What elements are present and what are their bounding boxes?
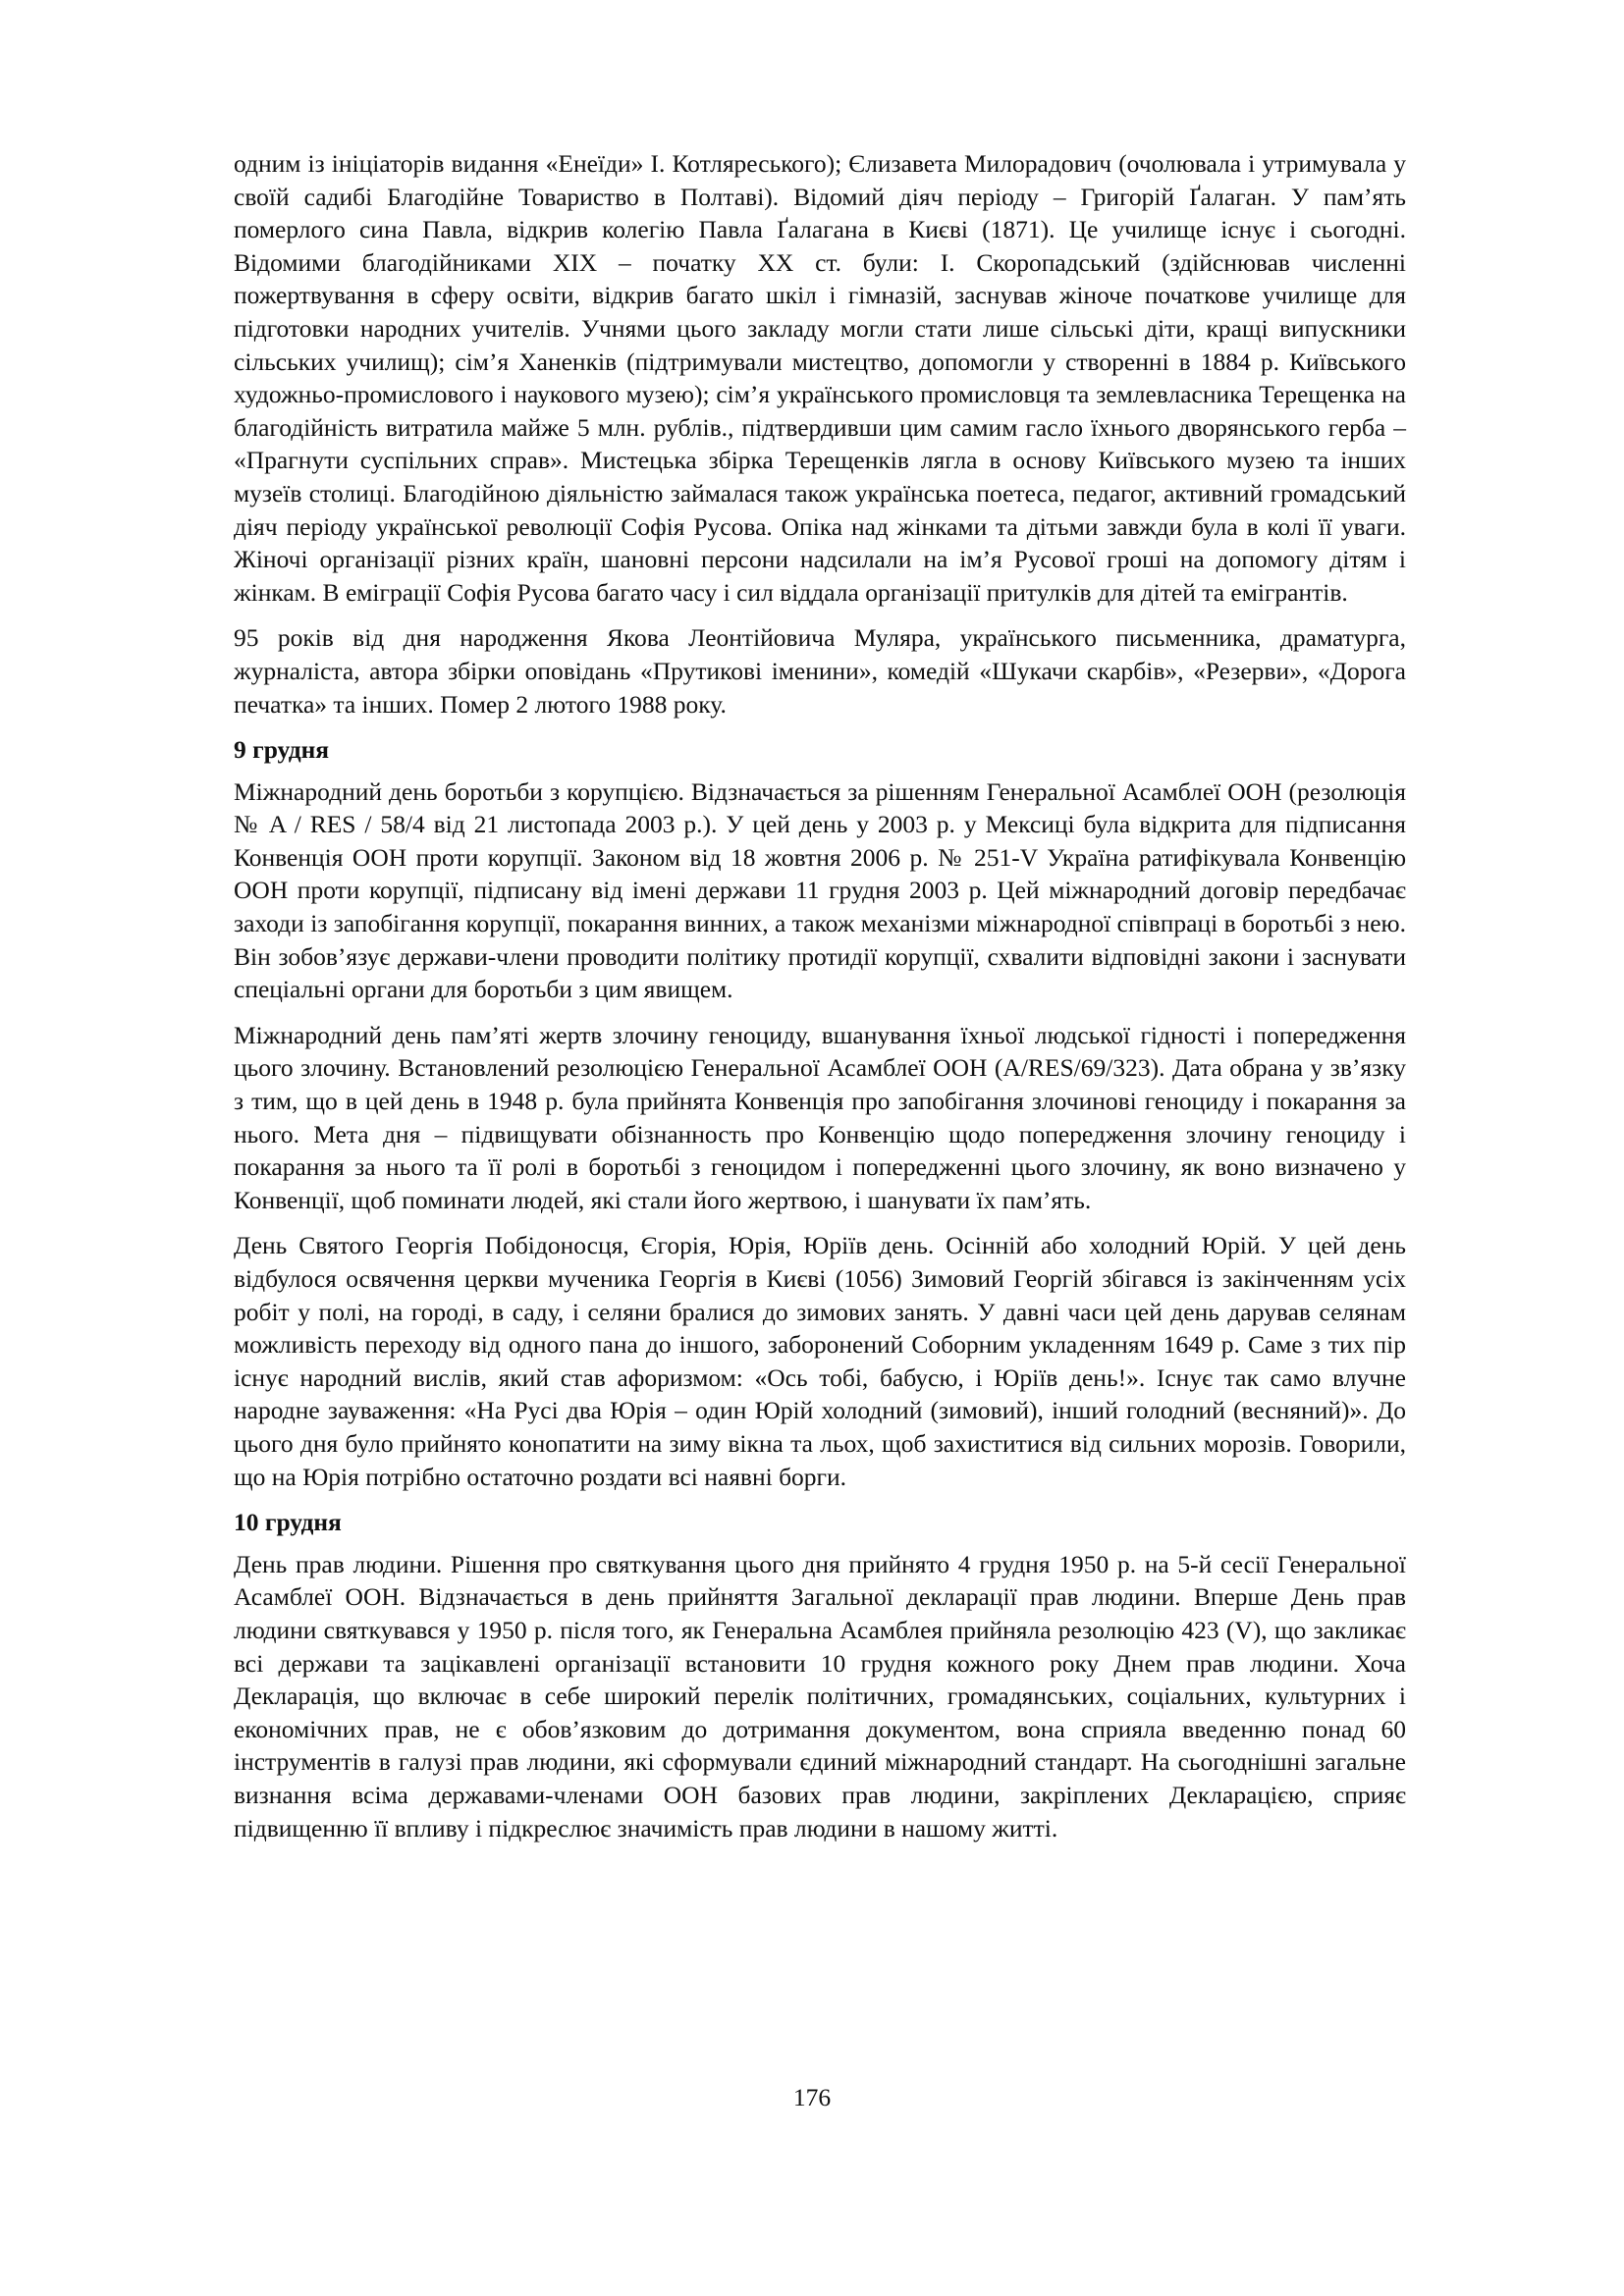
- date-heading-dec-10: 10 грудня: [234, 1508, 342, 1537]
- page-body: [234, 147, 1406, 1857]
- page-number: 176: [792, 2083, 832, 2111]
- paragraph-human-rights-day: День прав людини. Рішення про святкування цього дня прийнято 4 грудня 1950 р. на 5-й сесії Генеральної Асамблеї ООН. Відзначається в день прийняття Загальної декларації прав людини. Вперше День прав людини святкувався у 1950 р. після того, як Генеральна Асамблея прийняла резолюцію 423 (V), що закликає всі держави та зацікавлені організації встановити 10 грудня кожного року Днем прав людини. Хоча Декларація, що включає в себе широкий перелік політичних, громадянських, соціальних, культурних і економічних прав, не є обов’язковим до дотримання документом, вона сприяла введенню понад 60 інструментів в галузі прав людини, які сформували єдиний міжнародний стандарт. На сьогоднішні загальне визнання всіма державами-членами ООН базових прав людини, закріплених Декларацією, сприяє підвищенню її впливу і підкреслює значимість прав людини в нашому житті.: [234, 1549, 1406, 1842]
- paragraph-anti-corruption-day: Міжнародний день боротьби з корупцією. Відзначається за рішенням Генеральної Асамблеї ООН (резолюція № A / RES / 58/4 від 21 листопада 2003 р.). У цей день у 2003 р. у Мексиці була відкрита для підписання Конвенція ООН проти корупції. Законом від 18 жовтня 2006 р. № 251-V Україна ратифікувала Конвенцію ООН проти корупції, підписану від імені держави 11 грудня 2003 р. Цей міжнародний договір передбачає заходи із запобігання корупції, покарання винних, а також механізми міжнародної співпраці в боротьбі з нею. Він зобов’язує держави-члени проводити політику протидії корупції, схвалити відповідні закони і заснувати спеціальні органи для боротьби з цим явищем.: [234, 776, 1406, 1004]
- paragraph-genocide-remembrance-day: Міжнародний день пам’яті жертв злочину геноциду, вшанування їхньої людської гідності і попередження цього злочину. Встановлений резолюцією Генеральної Асамблеї ООН (A/RES/69/323). Дата обрана у зв’язку з тим, що в цей день в 1948 р. була прийнята Конвенція про запобігання злочинові геноциду і покарання за нього. Мета дня – підвищувати обізнанность про Конвенцію щодо попередження злочину геноциду і покарання за нього та її ролі в боротьбі з геноцидом і попередженні цього злочину, як воно визначено у Конвенції, щоб поминати людей, які стали його жертвою, і шанувати їх пам’ять.: [234, 1020, 1406, 1214]
- paragraph-st-george-day: День Святого Георгія Побідоносця, Єгорія, Юрія, Юріїв день. Осінній або холодний Юрій. У цей день відбулося освячення церкви мученика Георгія в Києві (1056) Зимовий Георгій збігався із закінченням усіх робіт у полі, на городі, в саду, і селяни бралися до зимових занять. У давні часи цей день дарував селянам можливість переходу від одного пана до іншого, заборонений Соборним укладенням 1649 р. Саме з тих пір існує народний вислів, який став афоризмом: «Ось тобі, бабусю, і Юріїв день!». Існує так само влучне народне зауваження: «На Русі два Юрія – один Юрій холодний (зимовий), інший голодний (весняний)». До цього дня було прийнято конопатити на зиму вікна та льох, щоб захиститися від сильних морозів. Говорили, що на Юрія потрібно остаточно роздати всі наявні борги.: [234, 1231, 1406, 1491]
- paragraph-philanthropists: одним із ініціаторів видання «Енеїди» І. Котляреського); Єлизавета Милорадович (очолювала і утримувала у своїй садибі Благодійне Товариство в Полтаві). Відомий діяч періоду – Григорій Ґалаган. У пам’ять померлого сина Павла, відкрив колегію Павла Ґалагана в Києві (1871). Це училище існує і сьогодні. Відомими благодійниками ХІХ – початку ХХ ст. були: І. Скоропадський (здійснював численні пожертвування в сферу освіти, відкрив багато шкіл і гімназій, заснував жіноче початкове училище для підготовки народних учителів. Учнями цього закладу могли стати лише сільські діти, кращі випускники сільських училищ); сім’я Ханенків (підтримували мистецтво, допомогли у створенні в 1884 р. Київського художньо-промислового і наукового музею); сім’я українського промисловця та землевласника Терещенка на благодійність витратила майже 5 млн. рублів., підтвердивши цим самим гасло їхнього дворянського герба – «Прагнути суспільних справ». Мистецька збірка Терещенків лягла в основу Київського музею та інших музеїв столиці. Благодійною діяльністю займалася також українська поетеса, педагог, активний громадський діяч періоду української революції Софія Русова. Опіка над жінками та дітьми завжди була в колі її уваги. Жіночі організації різних країн, шановні персони надсилали на ім’я Русової гроші на допомогу дітям і жінкам. В еміграції Софія Русова багато часу і сил віддала організації притулків для дітей та емігрантів.: [234, 149, 1406, 607]
- paragraph-mulyar-anniversary: 95 років від дня народження Якова Леонтійовича Муляра, українського письменника, драматурга, журналіста, автора збірки оповідань «Прутикові іменини», комедій «Шукачи скарбів», «Резерви», «Дорога печатка» та інших. Помер 2 лютого 1988 року.: [234, 623, 1406, 719]
- date-heading-dec-9: 9 грудня: [234, 735, 330, 765]
